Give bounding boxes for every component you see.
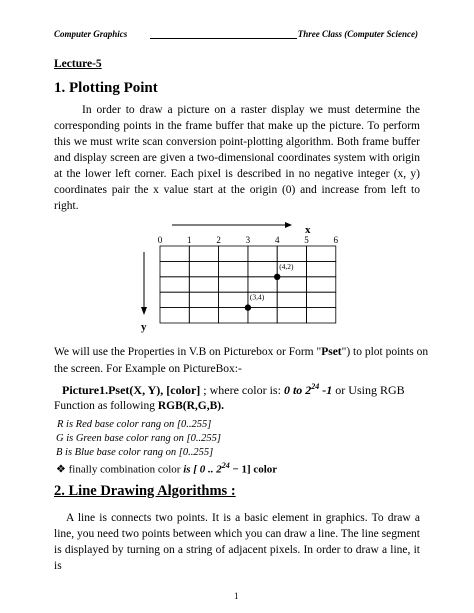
grid-cell [307, 308, 336, 323]
grid-cell [219, 246, 248, 261]
pset-intro-text: We will use the Properties in V.B on Picturebox or Form " [54, 346, 322, 358]
section1-title: 1. Plotting Point [54, 80, 158, 96]
column-label: 0 [157, 235, 163, 245]
x-axis-arrow [172, 222, 292, 228]
final-color-range: is [ 0 .. 2 [183, 463, 222, 476]
grid-cell [248, 246, 277, 261]
final-color-line [56, 461, 277, 476]
grid-cell [160, 292, 189, 307]
color-range-minus: -1 [319, 383, 333, 397]
lecture-label: Lecture-5 [54, 58, 102, 70]
grid-cell [277, 292, 306, 307]
grid-cell [307, 292, 336, 307]
final-color-end: − 1] color [229, 463, 278, 476]
x-axis-label: x [305, 224, 311, 236]
column-label: 4 [274, 235, 280, 245]
pixel-grid [160, 246, 336, 323]
pset-syntax-line [62, 382, 405, 398]
column-label: 3 [245, 235, 251, 245]
final-color-exponent: 24 [221, 461, 230, 470]
section1-paragraph: In order to draw a picture on a raster display we must determine the corresponding points in the frame buffer that make up the picture. To perform this we must write scan conversion point-plotting algorithm. Both frame buffer and display screen are given a two-dimensional coordinates system with origin at the lower left corner. Each pixel is described in no negative integer (x, y) coordinates pair the x value start at the origin (0) and increase from left to right. [54, 104, 420, 212]
grid-cell [189, 292, 218, 307]
grid-cell [160, 308, 189, 323]
pset-keyword: Pset [321, 346, 342, 358]
rgb-function-line [54, 400, 224, 412]
where-color-text: ; where color is: [200, 383, 284, 397]
function-as-text: Function as following [54, 400, 158, 412]
final-color-text: finally combination color [65, 463, 184, 476]
y-axis-arrow [141, 252, 147, 315]
rgb-red-line: R is Red base color rang on [0..255] [57, 419, 212, 430]
grid-cell [219, 292, 248, 307]
grid-cell [219, 308, 248, 323]
grid-cell [248, 308, 277, 323]
point-label: (3,4) [249, 292, 265, 302]
section2-title: 2. Line Drawing Algorithms : [54, 483, 236, 499]
plotted-points [245, 262, 294, 311]
grid-cell [307, 246, 336, 261]
grid-cell [189, 277, 218, 292]
plotted-point [245, 304, 251, 310]
color-range-exponent: 24 [311, 382, 320, 391]
pset-call: Picture1.Pset(X, Y), [color] [62, 383, 201, 397]
rgb-function: RGB(R,G,B). [157, 400, 224, 412]
section2-paragraph: A line is connects two points. It is a basic element in graphics. To draw a line, you need two points between which you can draw a line. The line segment is displayed by turning on a string of adjacent pixels. In order to draw a line, it is [54, 512, 420, 572]
header-course: Computer Graphics [54, 29, 128, 39]
grid-cell [160, 261, 189, 276]
pset-intro-line1 [54, 346, 428, 358]
grid-cell [307, 261, 336, 276]
grid-cell [219, 261, 248, 276]
grid-cell [189, 261, 218, 276]
grid-cell [160, 277, 189, 292]
grid-cell [277, 246, 306, 261]
column-label: 5 [304, 235, 309, 245]
rgb-blue-line: B is Blue base color rang on [0..255] [56, 447, 214, 458]
grid-cell [277, 308, 306, 323]
grid-cell [189, 308, 218, 323]
column-label: 2 [216, 235, 221, 245]
column-labels [158, 235, 339, 245]
or-using-text: or Using RGB [332, 383, 405, 397]
y-axis-label: y [141, 321, 147, 333]
grid-cell [277, 277, 306, 292]
grid-cell [248, 277, 277, 292]
color-range-start: 0 to 2 [283, 383, 312, 397]
point-label: (4,2) [279, 261, 294, 271]
plotted-point [274, 274, 280, 280]
page-number: 1 [234, 591, 239, 601]
pset-intro-line2: the screen. For Example on PictureBox:- [54, 363, 242, 375]
grid-cell [248, 261, 277, 276]
column-label: 1 [187, 235, 192, 245]
pset-intro-text-end: ") to plot points on [341, 346, 429, 358]
grid-cell [189, 246, 218, 261]
grid-cell [160, 246, 189, 261]
rgb-green-line: G is Green base color rang on [0..255] [56, 433, 221, 444]
grid-cell [219, 277, 248, 292]
diamond-bullet-icon: ❖ [56, 463, 66, 476]
header-class: Three Class (Computer Science) [297, 29, 418, 39]
grid-cell [307, 277, 336, 292]
column-label: 6 [333, 235, 339, 245]
